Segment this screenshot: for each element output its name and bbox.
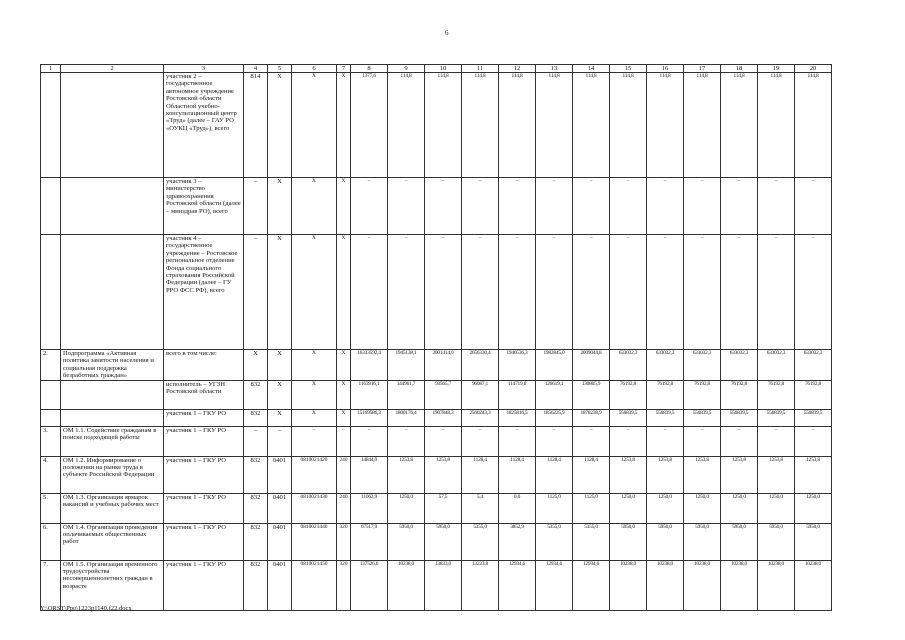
table-row [41, 178, 832, 235]
amount-cell: 633032,3 [684, 350, 721, 381]
amount-cell: 13833,0 [425, 560, 462, 610]
grbs-code-cell: – [244, 426, 268, 456]
rzpr-code-cell: Х [268, 73, 292, 178]
amount-cell: 5950,0 [610, 523, 647, 560]
amount-cell: 1377,6 [351, 73, 388, 178]
header-cell: 3 [164, 65, 244, 73]
amount-cell: 76192,8 [647, 380, 684, 409]
header-cell: 10 [425, 65, 462, 73]
amount-cell: 5355,0 [536, 523, 573, 560]
amount-cell: – [462, 235, 499, 350]
amount-cell: 1128,4 [573, 456, 610, 493]
amount-cell: 2560243,3 [462, 409, 499, 426]
rzpr-code-cell: Х [268, 178, 292, 235]
responsible-cell: исполнитель – УГЗН Ростовской области [164, 380, 244, 409]
amount-cell: 5950,0 [388, 523, 425, 560]
amount-cell: 1907848,3 [425, 409, 462, 426]
amount-cell: – [758, 426, 795, 456]
header-cell: 2 [61, 65, 164, 73]
header-cell: 13 [536, 65, 573, 73]
amount-cell: 114,8 [462, 73, 499, 178]
table-row [41, 426, 832, 456]
amount-cell: 1250,0 [758, 493, 795, 523]
program-name-cell [61, 235, 164, 350]
responsible-cell: всего в том числе: [164, 350, 244, 381]
amount-cell: – [536, 235, 573, 350]
grbs-code-cell: 832 [244, 523, 268, 560]
row-number-cell [41, 73, 61, 178]
amount-cell: – [721, 426, 758, 456]
rzpr-code-cell: Х [268, 350, 292, 381]
program-name-cell: ОМ 1.4. Организация проведения оплачиваемых общественных работ [61, 523, 164, 560]
amount-cell: – [795, 235, 832, 350]
responsible-cell: участник 1 – ГКУ РО [164, 426, 244, 456]
amount-cell: 1253,8 [425, 456, 462, 493]
amount-cell: 1250,0 [684, 493, 721, 523]
amount-cell: – [499, 235, 536, 350]
amount-cell: 15169586,3 [351, 409, 388, 426]
amount-cell: – [721, 178, 758, 235]
table-row [41, 350, 832, 381]
amount-cell: 76192,8 [795, 380, 832, 409]
amount-cell: – [684, 178, 721, 235]
header-cell: 20 [795, 65, 832, 73]
amount-cell: – [610, 235, 647, 350]
vr-code-cell: Х [337, 178, 351, 235]
amount-cell: 556839,5 [610, 409, 647, 426]
row-number-cell: 5. [41, 493, 61, 523]
amount-cell: 556839,5 [758, 409, 795, 426]
amount-cell: – [610, 426, 647, 456]
amount-cell: 126619,1 [536, 380, 573, 409]
amount-cell: 93565,7 [425, 380, 462, 409]
header-cell: 6 [292, 65, 337, 73]
table-row [41, 380, 832, 409]
program-name-cell: ОМ 1.2. Информирование о положении на рынке труда в субъекте Российской Федерации [61, 456, 164, 493]
amount-cell: 114719,8 [499, 380, 536, 409]
amount-cell: – [536, 178, 573, 235]
amount-cell: 114,8 [573, 73, 610, 178]
vr-code-cell: 320 [337, 560, 351, 610]
amount-cell: 10238,0 [388, 560, 425, 610]
header-cell: 9 [388, 65, 425, 73]
amount-cell: 114,8 [536, 73, 573, 178]
amount-cell: 5355,0 [462, 523, 499, 560]
rzpr-code-cell: Х [268, 380, 292, 409]
csr-code-cell: Х [292, 409, 337, 426]
row-number-cell: 2. [41, 350, 61, 381]
program-name-cell [61, 380, 164, 409]
rzpr-code-cell: Х [268, 409, 292, 426]
amount-cell: 1253,8 [721, 456, 758, 493]
table-row [41, 523, 832, 560]
amount-cell: 1825816,5 [499, 409, 536, 426]
amount-cell: 1253,8 [758, 456, 795, 493]
amount-cell: 57,5 [425, 493, 462, 523]
amount-cell: 1253,8 [388, 456, 425, 493]
amount-cell: – [758, 235, 795, 350]
header-cell: 12 [499, 65, 536, 73]
amount-cell: 5950,0 [721, 523, 758, 560]
amount-cell: 0,0 [499, 493, 536, 523]
grbs-code-cell: 832 [244, 560, 268, 610]
amount-cell: 130805,9 [573, 380, 610, 409]
amount-cell: 114,8 [425, 73, 462, 178]
responsible-cell: участник 1 – ГКУ РО [164, 560, 244, 610]
amount-cell: 556839,5 [721, 409, 758, 426]
amount-cell: 114,8 [721, 73, 758, 178]
program-name-cell: ОМ 1.1. Содействие гражданам в поиске подходящей работы [61, 426, 164, 456]
header-cell: 8 [351, 65, 388, 73]
csr-code-cell: Х [292, 73, 337, 178]
amount-cell: 10238,0 [684, 560, 721, 610]
grbs-code-cell: – [244, 235, 268, 350]
amount-cell: – [684, 235, 721, 350]
amount-cell: 76192,8 [610, 380, 647, 409]
table-row [41, 409, 832, 426]
amount-cell: 633032,3 [721, 350, 758, 381]
amount-cell: – [573, 426, 610, 456]
amount-cell: 67517,9 [351, 523, 388, 560]
amount-cell: – [721, 235, 758, 350]
amount-cell: 10238,0 [795, 560, 832, 610]
amount-cell: 1250,0 [795, 493, 832, 523]
amount-cell: 10238,0 [721, 560, 758, 610]
responsible-cell: участник 2 – государственное автономное учреждение Ростовской области Областной учебно-консультационный центр «Труд» (далее – ГАУ РО «ОУКЦ «Труд»), всего [164, 73, 244, 178]
amount-cell: – [499, 426, 536, 456]
amount-cell: 1250,0 [721, 493, 758, 523]
amount-cell: – [536, 426, 573, 456]
responsible-cell: участник 3 – министерство здравоохранения Ростовской области (далее – минздрав РО), всего [164, 178, 244, 235]
amount-cell: 556839,5 [684, 409, 721, 426]
amount-cell: 1253,8 [684, 456, 721, 493]
amount-cell: 144961,7 [388, 380, 425, 409]
amount-cell: – [462, 426, 499, 456]
vr-code-cell: 240 [337, 456, 351, 493]
amount-cell: 96087,1 [462, 380, 499, 409]
responsible-cell: участник 4 – государственное учреждение – Ростовское региональное отделение Фонда социального страхования Российской Федерации (далее – ГУ РРО ФСС РФ), всего [164, 235, 244, 350]
amount-cell: 1250,0 [610, 493, 647, 523]
amount-cell: 12934,6 [573, 560, 610, 610]
amount-cell: 76192,8 [721, 380, 758, 409]
amount-cell: 633032,3 [647, 350, 684, 381]
header-cell: 16 [647, 65, 684, 73]
page-number: 6 [445, 29, 449, 37]
row-number-cell [41, 409, 61, 426]
amount-cell: – [647, 235, 684, 350]
amount-cell: – [610, 178, 647, 235]
amount-cell: 3852,9 [499, 523, 536, 560]
csr-code-cell: 0810021430 [292, 493, 337, 523]
header-cell: 7 [337, 65, 351, 73]
amount-cell: – [388, 235, 425, 350]
vr-code-cell: Х [337, 350, 351, 381]
amount-cell: 114,8 [795, 73, 832, 178]
row-number-cell: 4. [41, 456, 61, 493]
budget-table [40, 64, 832, 611]
amount-cell: – [758, 178, 795, 235]
amount-cell: 1250,0 [647, 493, 684, 523]
responsible-cell: участник 1 – ГКУ РО [164, 456, 244, 493]
program-name-cell [61, 409, 164, 426]
amount-cell: – [425, 426, 462, 456]
amount-cell: 1125,0 [573, 493, 610, 523]
amount-cell: – [388, 178, 425, 235]
responsible-cell: участник 1 – ГКУ РО [164, 409, 244, 426]
amount-cell: 1253,8 [795, 456, 832, 493]
grbs-code-cell: Х [244, 350, 268, 381]
csr-code-cell: Х [292, 380, 337, 409]
program-name-cell: ОМ 1.3. Организация ярмарок вакансий и учебных рабочих мест [61, 493, 164, 523]
amount-cell: – [647, 426, 684, 456]
grbs-code-cell: 832 [244, 409, 268, 426]
rzpr-code-cell: 0401 [268, 560, 292, 610]
amount-cell: 114,8 [388, 73, 425, 178]
program-name-cell: Подпрограмма «Активная политика занятости населения и социальная поддержка безработных граждан» [61, 350, 164, 381]
table-row [41, 235, 832, 350]
table-row [41, 493, 832, 523]
row-number-cell: 3. [41, 426, 61, 456]
row-number-cell [41, 178, 61, 235]
table-row [41, 560, 832, 610]
grbs-code-cell: 832 [244, 493, 268, 523]
grbs-code-cell: – [244, 178, 268, 235]
header-cell: 18 [721, 65, 758, 73]
table-row [41, 73, 832, 178]
csr-code-cell: Х [292, 235, 337, 350]
amount-cell: 5950,0 [425, 523, 462, 560]
header-cell: 14 [573, 65, 610, 73]
amount-cell: 10238,0 [610, 560, 647, 610]
amount-cell: 5950,0 [795, 523, 832, 560]
amount-cell: 1250,0 [388, 493, 425, 523]
vr-code-cell: Х [337, 235, 351, 350]
amount-cell: 76192,8 [758, 380, 795, 409]
header-cell: 19 [758, 65, 795, 73]
row-number-cell [41, 380, 61, 409]
amount-cell: 633032,3 [795, 350, 832, 381]
amount-cell: 16333592,4 [351, 350, 388, 381]
csr-code-cell: 0810021450 [292, 560, 337, 610]
program-name-cell: ОМ 1.5. Организация временного трудоустройства несовершеннолетних граждан в возрасте [61, 560, 164, 610]
csr-code-cell: Х [292, 350, 337, 381]
file-path-footer: Y:\ORST\Ppo\1223p1140.f22.docx [40, 605, 132, 612]
amount-cell: 1945138,1 [388, 350, 425, 381]
header-cell: 17 [684, 65, 721, 73]
amount-cell: 114,8 [758, 73, 795, 178]
amount-cell: 12934,6 [499, 560, 536, 610]
grbs-code-cell: 832 [244, 380, 268, 409]
rzpr-code-cell: 0401 [268, 493, 292, 523]
amount-cell: 5950,0 [684, 523, 721, 560]
header-cell: 1 [41, 65, 61, 73]
amount-cell: – [684, 426, 721, 456]
amount-cell: 1878238,9 [573, 409, 610, 426]
amount-cell: 12934,6 [536, 560, 573, 610]
vr-code-cell: Х [337, 73, 351, 178]
rzpr-code-cell: 0401 [268, 456, 292, 493]
amount-cell: – [351, 426, 388, 456]
amount-cell: 14844,0 [351, 456, 388, 493]
amount-cell: – [795, 178, 832, 235]
amount-cell: – [573, 178, 610, 235]
row-number-cell [41, 235, 61, 350]
row-number-cell: 7. [41, 560, 61, 610]
csr-code-cell: 0810021440 [292, 523, 337, 560]
amount-cell: – [795, 426, 832, 456]
amount-cell: – [499, 178, 536, 235]
amount-cell: 114,8 [647, 73, 684, 178]
amount-cell: 2009044,8 [573, 350, 610, 381]
grbs-code-cell: 832 [244, 456, 268, 493]
amount-cell: – [462, 178, 499, 235]
header-cell: 5 [268, 65, 292, 73]
vr-code-cell: Х [337, 380, 351, 409]
table-row [41, 456, 832, 493]
amount-cell: 5950,0 [758, 523, 795, 560]
amount-cell: – [425, 235, 462, 350]
amount-cell: 633032,3 [610, 350, 647, 381]
amount-cell: 5950,0 [647, 523, 684, 560]
amount-cell: 1128,4 [462, 456, 499, 493]
amount-cell: 5355,0 [573, 523, 610, 560]
amount-cell: 5,4 [462, 493, 499, 523]
header-cell: 11 [462, 65, 499, 73]
amount-cell: – [425, 178, 462, 235]
csr-code-cell: – [292, 426, 337, 456]
csr-code-cell: 0810021420 [292, 456, 337, 493]
amount-cell: 114,8 [499, 73, 536, 178]
amount-cell: 1856225,9 [536, 409, 573, 426]
vr-code-cell: 320 [337, 523, 351, 560]
amount-cell: 13223,8 [462, 560, 499, 610]
amount-cell: 137526,6 [351, 560, 388, 610]
amount-cell: 2001414,0 [425, 350, 462, 381]
amount-cell: 1940536,3 [499, 350, 536, 381]
amount-cell: – [573, 235, 610, 350]
vr-code-cell: Х [337, 409, 351, 426]
row-number-cell: 6. [41, 523, 61, 560]
program-name-cell [61, 73, 164, 178]
vr-code-cell: – [337, 426, 351, 456]
vr-code-cell: 240 [337, 493, 351, 523]
amount-cell: 1128,4 [499, 456, 536, 493]
amount-cell: 114,8 [610, 73, 647, 178]
amount-cell: 1163916,1 [351, 380, 388, 409]
header-cell: 15 [610, 65, 647, 73]
header-cell: 4 [244, 65, 268, 73]
amount-cell: 1253,8 [647, 456, 684, 493]
rzpr-code-cell: 0401 [268, 523, 292, 560]
amount-cell: 1125,0 [536, 493, 573, 523]
amount-cell: 633032,3 [758, 350, 795, 381]
header-row [41, 65, 832, 73]
responsible-cell: участник 1 – ГКУ РО [164, 523, 244, 560]
grbs-code-cell: 814 [244, 73, 268, 178]
amount-cell: 76192,8 [684, 380, 721, 409]
amount-cell: 1982845,0 [536, 350, 573, 381]
responsible-cell: участник 1 – ГКУ РО [164, 493, 244, 523]
amount-cell: 556839,5 [795, 409, 832, 426]
amount-cell: 2656330,4 [462, 350, 499, 381]
csr-code-cell: Х [292, 178, 337, 235]
program-name-cell [61, 178, 164, 235]
amount-cell: 114,8 [684, 73, 721, 178]
amount-cell: – [351, 178, 388, 235]
amount-cell: 11062,9 [351, 493, 388, 523]
amount-cell: 1128,4 [536, 456, 573, 493]
rzpr-code-cell: Х [268, 235, 292, 350]
rzpr-code-cell: – [268, 426, 292, 456]
amount-cell: 1253,8 [610, 456, 647, 493]
amount-cell: 10238,0 [758, 560, 795, 610]
amount-cell: – [351, 235, 388, 350]
amount-cell: 1800176,4 [388, 409, 425, 426]
amount-cell: 10238,0 [647, 560, 684, 610]
amount-cell: – [647, 178, 684, 235]
amount-cell: 556839,5 [647, 409, 684, 426]
amount-cell: – [388, 426, 425, 456]
